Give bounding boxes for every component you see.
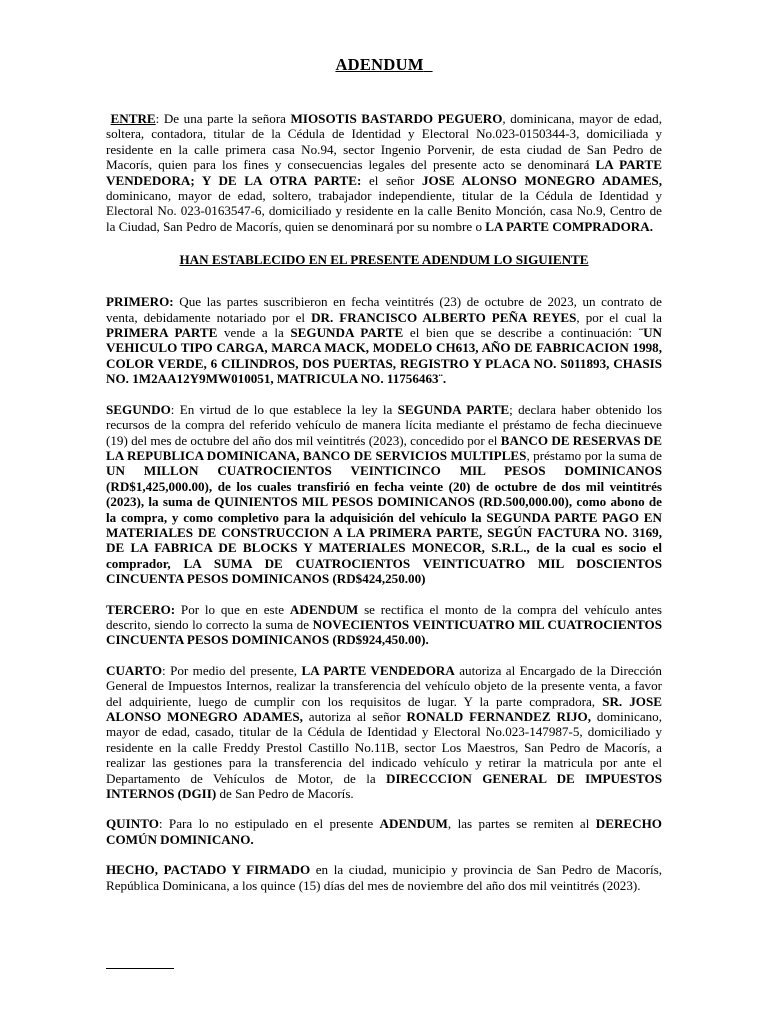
clause-primero: PRIMERO: Que las partes suscribieron en fecha veintitrés (23) de octubre de 2023, un contrato de venta, debidamente notariado por el DR. FRANCISCO ALBERTO PEÑA REYES, por el cual la PRIMERA PARTE vende a la SEGUNDA PARTE el bien que se describe a continuación: ¨UN VEHICULO TIPO CARGA, MARCA MACK, MODELO CH613, AÑO DE FABRICACION 1998, COLOR VERDE, 6 CILINDROS, DOS PUERTAS, REGISTRO Y PLACA NO. S011893, CHASIS NO. 1M2AA12Y9MW010051, MATRICULA NO. 11756463¨.	[106, 294, 662, 387]
document-page	[106, 55, 662, 893]
intro-paragraph: ENTRE: De una parte la señora MIOSOTIS BASTARDO PEGUERO, dominicana, mayor de edad, soltera, contadora, titular de la Cédula de Identidad y Electoral No.023-0150344-3, domiciliada y residente en la calle primera casa No.94, sector Ingenio Porvenir, de esta ciudad de San Pedro de Macorís, quien para los fines y consecuencias legales del presente acto se denominará LA PARTE VENDEDORA; Y DE LA OTRA PARTE: el señor JOSE ALONSO MONEGRO ADAMES, dominicano, mayor de edad, soltero, trabajador independiente, titular de la Cédula de Identidad y Electoral No. 023-0163547-6, domiciliado y residente en la calle Benito Monción, casa No.9, Centro de la Ciudad, San Pedro de Macorís, quien se denominará por su nombre o LA PARTE COMPRADORA.	[106, 111, 663, 234]
signature-line	[106, 968, 174, 969]
clause-tercero: TERCERO: Por lo que en este ADENDUM se rectifica el monto de la compra del vehículo antes descrito, siendo lo correcto la suma de NOVECIENTOS VEINTICUATRO MIL CUATROCIENTOS CINCUENTA PESOS DOMINICANOS (RD$924,450.00).	[106, 601, 662, 648]
document-title: ADENDUM	[335, 55, 424, 74]
closing-paragraph: HECHO, PACTADO Y FIRMADO en la ciudad, municipio y provincia de San Pedro de Macorís, República Dominicana, a los quince (15) días del mes de noviembre del año dos mil veintitrés (2023).	[106, 862, 663, 893]
clause-segundo: SEGUNDO: En virtud de lo que establece la ley la SEGUNDA PARTE; declara haber obtenido los recursos de la compra del referido vehículo de manera lícita mediante el préstamo de fecha diecinueve (19) del mes de octubre del año dos mil veintitrés (2023), concedido por el BANCO DE RESERVAS DE LA REPUBLICA DOMINICANA, BANCO DE SERVICIOS MULTIPLES, préstamo por la suma de UN MILLON CUATROCIENTOS VEINTICINCO MIL PESOS DOMINICANOS (RD$1,425,000.00), de los cuales transfirió en fecha veinte (20) de octubre de dos mil veintitrés (2023), la suma de QUINIENTOS MIL PESOS DOMINICANOS (RD.500,000.00), como abono de la compra, y como completivo para la adquisición del vehículo la SEGUNDA PARTE PAGO EN MATERIALES DE CONSTRUCCION A LA PRIMERA PARTE, SEGÚN FACTURA NO. 3169, DE LA FABRICA DE BLOCKS Y MATERIALES MONECOR, S.R.L., de la cual es socio el comprador, LA SUMA DE CUATROCIENTOS VEINTICUATRO MIL DOSCIENTOS CINCUENTA PESOS DOMINICANOS (RD$424,250.00)	[106, 401, 663, 587]
section-subtitle: HAN ESTABLECIDO EN EL PRESENTE ADENDUM LO SIGUIENTE	[179, 252, 589, 268]
clause-quinto: QUINTO: Para lo no estipulado en el presente ADENDUM, las partes se remiten al DERECHO COMÚN DOMINICANO.	[106, 816, 662, 847]
clause-cuarto: CUARTO: Por medio del presente, LA PARTE VENDEDORA autoriza al Encargado de la Dirección General de Impuestos Internos, realizar la transferencia del vehículo objeto de la presente venta, a favor del adquiriente, luego de cumplir con los requisitos de lugar. Y la parte compradora, SR. JOSE ALONSO MONEGRO ADAMES, autoriza al señor RONALD FERNANDEZ RIJO, dominicano, mayor de edad, casado, titular de la Cédula de Identidad y Electoral No.023-147987-5, domiciliado y residente en la calle Freddy Prestol Castillo No.11B, sector Los Maestros, San Pedro de Macorís, a realizar las gestiones para la transferencia del indicado vehículo y retirar la matricula por ante el Departamento de Vehículos de Motor, de la DIRECCCION GENERAL DE IMPUESTOS INTERNOS (DGII) de San Pedro de Macorís.	[106, 662, 662, 802]
